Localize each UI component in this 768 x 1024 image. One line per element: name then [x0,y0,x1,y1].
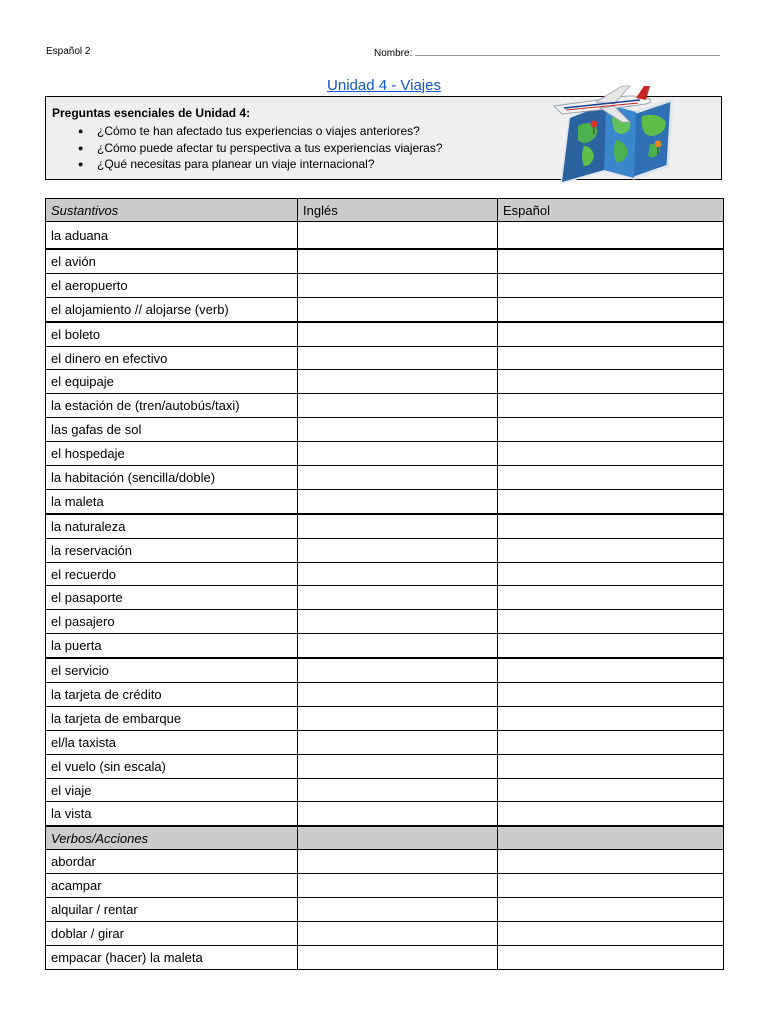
spanish-answer-cell[interactable] [498,634,724,658]
vocab-term: el aeropuerto [46,273,298,297]
spanish-answer-cell[interactable] [498,249,724,273]
vocab-term: el avión [46,249,298,273]
essential-questions-list [78,123,443,173]
english-answer-cell[interactable] [298,683,498,707]
vocab-term: la reservación [46,538,298,562]
table-row [46,730,724,754]
table-row [46,850,724,874]
english-answer-cell[interactable] [298,418,498,442]
table-row [46,778,724,802]
spanish-answer-cell[interactable] [498,730,724,754]
spanish-answer-cell[interactable] [498,514,724,538]
english-answer-cell[interactable] [298,945,498,969]
table-row [46,898,724,922]
spanish-answer-cell[interactable] [498,586,724,610]
name-field[interactable] [374,46,724,59]
spanish-answer-cell[interactable] [498,754,724,778]
spanish-answer-cell[interactable] [498,442,724,466]
vocab-term: la vista [46,802,298,826]
english-answer-cell[interactable] [298,730,498,754]
vocab-term: la habitación (sencilla/doble) [46,466,298,490]
vocab-term: el recuerdo [46,562,298,586]
spanish-answer-cell[interactable] [498,466,724,490]
english-answer-cell[interactable] [298,222,498,250]
table-row [46,346,724,370]
english-answer-cell[interactable] [298,322,498,346]
spanish-answer-cell[interactable] [498,273,724,297]
table-row [46,222,724,250]
english-answer-cell[interactable] [298,538,498,562]
section-label-verbos: Verbos/Acciones [46,826,298,850]
vocab-term: abordar [46,850,298,874]
vocab-term: las gafas de sol [46,418,298,442]
english-answer-cell[interactable] [298,297,498,321]
english-answer-cell[interactable] [298,898,498,922]
table-row [46,466,724,490]
name-blank-line[interactable] [415,46,720,56]
vocab-term: empacar (hacer) la maleta [46,945,298,969]
spanish-answer-cell[interactable] [498,370,724,394]
spanish-answer-cell[interactable] [498,850,724,874]
vocab-term: el hospedaje [46,442,298,466]
spanish-answer-cell[interactable] [498,706,724,730]
table-row [46,273,724,297]
spanish-answer-cell[interactable] [498,297,724,321]
vocab-term: la tarjeta de embarque [46,706,298,730]
page-title: Unidad 4 - Viajes [327,77,441,94]
table-row [46,297,724,321]
vocab-term: el/la taxista [46,730,298,754]
table-row [46,562,724,586]
spanish-answer-cell[interactable] [498,683,724,707]
vocab-term: la puerta [46,634,298,658]
name-label: Nombre: [374,48,413,59]
table-row [46,514,724,538]
spanish-answer-cell[interactable] [498,922,724,946]
spanish-answer-cell[interactable] [498,222,724,250]
english-answer-cell[interactable] [298,394,498,418]
table-row [46,634,724,658]
english-answer-cell[interactable] [298,442,498,466]
table-row [46,586,724,610]
essential-questions-heading: Preguntas esenciales de Unidad 4: [52,106,251,120]
vocab-term: acampar [46,874,298,898]
essential-question-item: ● ¿Cómo te han afectado tus experiencias o viajes anteriores? [78,123,443,140]
vocab-term: el vuelo (sin escala) [46,754,298,778]
essential-question-item: ● ¿Qué necesitas para planear un viaje internacional? [78,156,443,173]
course-label: Español 2 [46,46,91,57]
section-blank-cell [498,826,724,850]
table-row [46,442,724,466]
table-row [46,874,724,898]
vocab-term: la tarjeta de crédito [46,683,298,707]
spanish-answer-cell[interactable] [498,418,724,442]
table-row [46,754,724,778]
table-row [46,610,724,634]
column-header-espanol: Español [498,199,724,222]
spanish-answer-cell[interactable] [498,802,724,826]
english-answer-cell[interactable] [298,346,498,370]
vocab-term: el viaje [46,778,298,802]
english-answer-cell[interactable] [298,562,498,586]
column-header-ingles: Inglés [298,199,498,222]
vocab-term: la estación de (tren/autobús/taxi) [46,394,298,418]
spanish-answer-cell[interactable] [498,610,724,634]
travel-map-airplane-icon [548,82,678,186]
spanish-answer-cell[interactable] [498,778,724,802]
spanish-answer-cell[interactable] [498,562,724,586]
english-answer-cell[interactable] [298,466,498,490]
english-answer-cell[interactable] [298,874,498,898]
english-answer-cell[interactable] [298,370,498,394]
vocab-term: la maleta [46,489,298,513]
spanish-answer-cell[interactable] [498,538,724,562]
vocab-term: el pasaporte [46,586,298,610]
vocab-term: la aduana [46,222,298,250]
english-answer-cell[interactable] [298,514,498,538]
table-row [46,489,724,513]
english-answer-cell[interactable] [298,754,498,778]
spanish-answer-cell[interactable] [498,898,724,922]
table-row [46,945,724,969]
english-answer-cell[interactable] [298,658,498,682]
vocabulary-table [45,198,724,970]
spanish-answer-cell[interactable] [498,489,724,513]
vocab-term: el equipaje [46,370,298,394]
english-answer-cell[interactable] [298,922,498,946]
spanish-answer-cell[interactable] [498,874,724,898]
vocab-term: el pasajero [46,610,298,634]
english-answer-cell[interactable] [298,634,498,658]
vocab-term: el dinero en efectivo [46,346,298,370]
table-row [46,658,724,682]
section-blank-cell [298,826,498,850]
english-answer-cell[interactable] [298,706,498,730]
english-answer-cell[interactable] [298,610,498,634]
table-row [46,683,724,707]
page-header [46,46,723,60]
column-header-sustantivos: Sustantivos [46,199,298,222]
english-answer-cell[interactable] [298,489,498,513]
vocab-term: doblar / girar [46,922,298,946]
english-answer-cell[interactable] [298,273,498,297]
table-row [46,394,724,418]
table-row [46,802,724,826]
vocab-term: el boleto [46,322,298,346]
table-row [46,322,724,346]
vocab-term: alquilar / rentar [46,898,298,922]
spanish-answer-cell[interactable] [498,394,724,418]
spanish-answer-cell[interactable] [498,346,724,370]
table-row [46,370,724,394]
table-row [46,249,724,273]
essential-question-item: ● ¿Cómo puede afectar tu perspectiva a tus experiencias viajeras? [78,140,443,157]
table-row [46,706,724,730]
vocab-term: el servicio [46,658,298,682]
spanish-answer-cell[interactable] [498,658,724,682]
english-answer-cell[interactable] [298,586,498,610]
vocab-term: el alojamiento // alojarse (verb) [46,297,298,321]
spanish-answer-cell[interactable] [498,322,724,346]
table-row [46,538,724,562]
table-header-row [46,199,724,222]
english-answer-cell[interactable] [298,778,498,802]
english-answer-cell[interactable] [298,249,498,273]
section-header-row [46,826,724,850]
english-answer-cell[interactable] [298,802,498,826]
vocab-term: la naturaleza [46,514,298,538]
table-row [46,922,724,946]
english-answer-cell[interactable] [298,850,498,874]
table-row [46,418,724,442]
spanish-answer-cell[interactable] [498,945,724,969]
